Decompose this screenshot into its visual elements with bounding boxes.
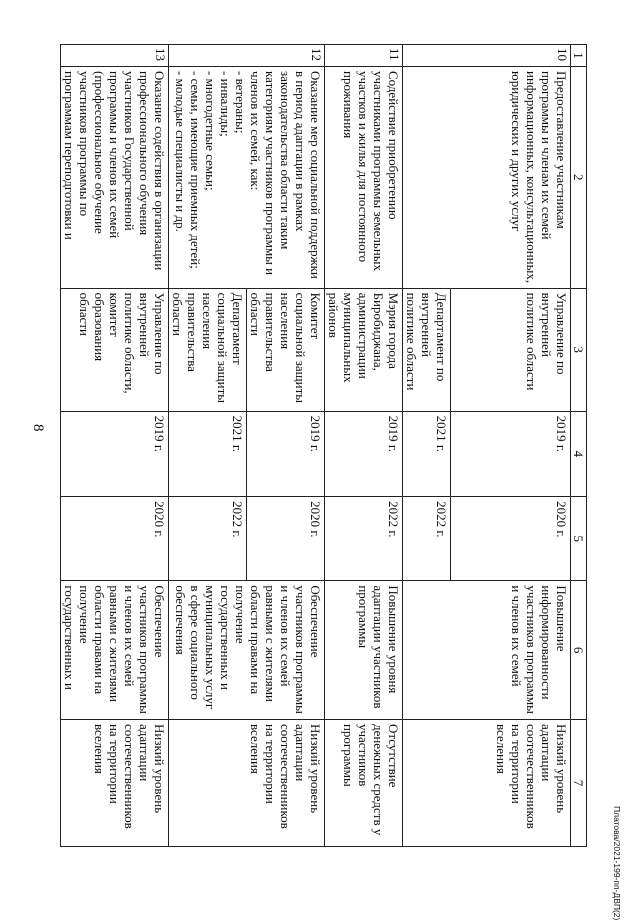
risk-cell: Низкий уровень адаптации соотечественников на территории вселения — [169, 719, 325, 846]
program-measures-table — [60, 44, 587, 847]
start-year-cell: 2019 г. — [247, 411, 325, 497]
row-number: 11 — [325, 45, 403, 67]
header-col-7: 7 — [571, 719, 587, 846]
risk-cell: Отсутствие денежных средств у участников программы — [325, 719, 403, 846]
activity-cell: Оказание содействия в организации профессионального обучения участников Государственной программы и членов их семей (профессиональное обучение участников программы по программам переподготовки и — [61, 67, 169, 289]
row-number: 12 — [169, 45, 325, 67]
result-cell: Обеспечение участников программы и членов их семей равными с жителями области правами на получение государственных и — [61, 581, 169, 720]
end-year-cell: 2020 г. — [451, 497, 571, 581]
row-number: 10 — [403, 45, 571, 67]
rotated-table-container — [60, 44, 587, 847]
start-year-cell: 2021 г. — [403, 411, 451, 497]
start-year-cell: 2021 г. — [169, 411, 247, 497]
list-item: - ветераны; — [233, 71, 248, 134]
end-year-cell: 2020 г. — [61, 497, 169, 581]
executor-cell: Комитет социальной защиты населения правительства области — [247, 288, 325, 411]
header-col-5: 5 — [571, 497, 587, 581]
executor-cell: Управление по внутренней политике области, комитет образования области — [61, 288, 169, 411]
start-year-cell: 2019 г. — [325, 411, 403, 497]
end-year-cell: 2022 г. — [169, 497, 247, 581]
result-cell: Повышение уровня адаптации участников программы — [325, 581, 403, 720]
start-year-cell: 2019 г. — [451, 411, 571, 497]
list-item: - молодые специалисты и др. — [173, 71, 188, 232]
risk-cell: Низкий уровень адаптации соотечественников на территории вселения — [403, 719, 571, 846]
header-col-3: 3 — [571, 288, 587, 411]
list-item: - семьи, имеющие приемных детей; — [188, 71, 203, 269]
table-row — [451, 45, 571, 847]
result-cell: Обеспечение участников программы и членов их семей равными с жителями области правами на получение государственных и муниципальных услуг в сфере социального обеспечения — [169, 581, 325, 720]
document-footer-code: Платова/2021-199-пп-ДВП(2) — [612, 806, 622, 920]
executor-cell: Управление по внутренней политике области — [451, 288, 571, 411]
page-number: 8 — [30, 424, 46, 432]
row-number: 13 — [61, 45, 169, 67]
activity-cell: Содействие приобретению участниками программы земельных участков и жилья для постоянного проживания — [325, 67, 403, 289]
end-year-cell: 2020 г. — [247, 497, 325, 581]
result-cell: Повышение информированности участников программы и членов их семей — [403, 581, 571, 720]
executor-cell: Мэрия города Биробиджана, администрации муниципальных районов — [325, 288, 403, 411]
list-item: - многодетные семьи; — [203, 71, 218, 191]
risk-cell: Низкий уровень адаптации соотечественников на территории вселения — [61, 719, 169, 846]
executor-cell: Департамент по внутренней политике области — [403, 288, 451, 411]
table-row — [325, 45, 403, 847]
header-col-4: 4 — [571, 411, 587, 497]
activity-cell: Предоставление участникам программы и членам их семей информационных, консультационных, юридических и других услуг — [403, 67, 571, 289]
header-col-6: 6 — [571, 581, 587, 720]
header-row — [571, 45, 587, 847]
activity-intro: Оказание мер социальной поддержки в период адаптации в рамках законодательства области таким категориям участников программы и членов их семей, как: — [248, 71, 323, 279]
table-row — [247, 45, 325, 847]
table-row — [61, 45, 169, 847]
executor-cell: Департамент социальной защиты населения правительства области — [169, 288, 247, 411]
list-item: - инвалиды; — [218, 71, 233, 137]
end-year-cell: 2022 г. — [325, 497, 403, 581]
start-year-cell: 2019 г. — [61, 411, 169, 497]
end-year-cell: 2022 г. — [403, 497, 451, 581]
header-col-1: 1 — [571, 45, 587, 67]
activity-cell — [169, 67, 325, 289]
header-col-2: 2 — [571, 67, 587, 289]
